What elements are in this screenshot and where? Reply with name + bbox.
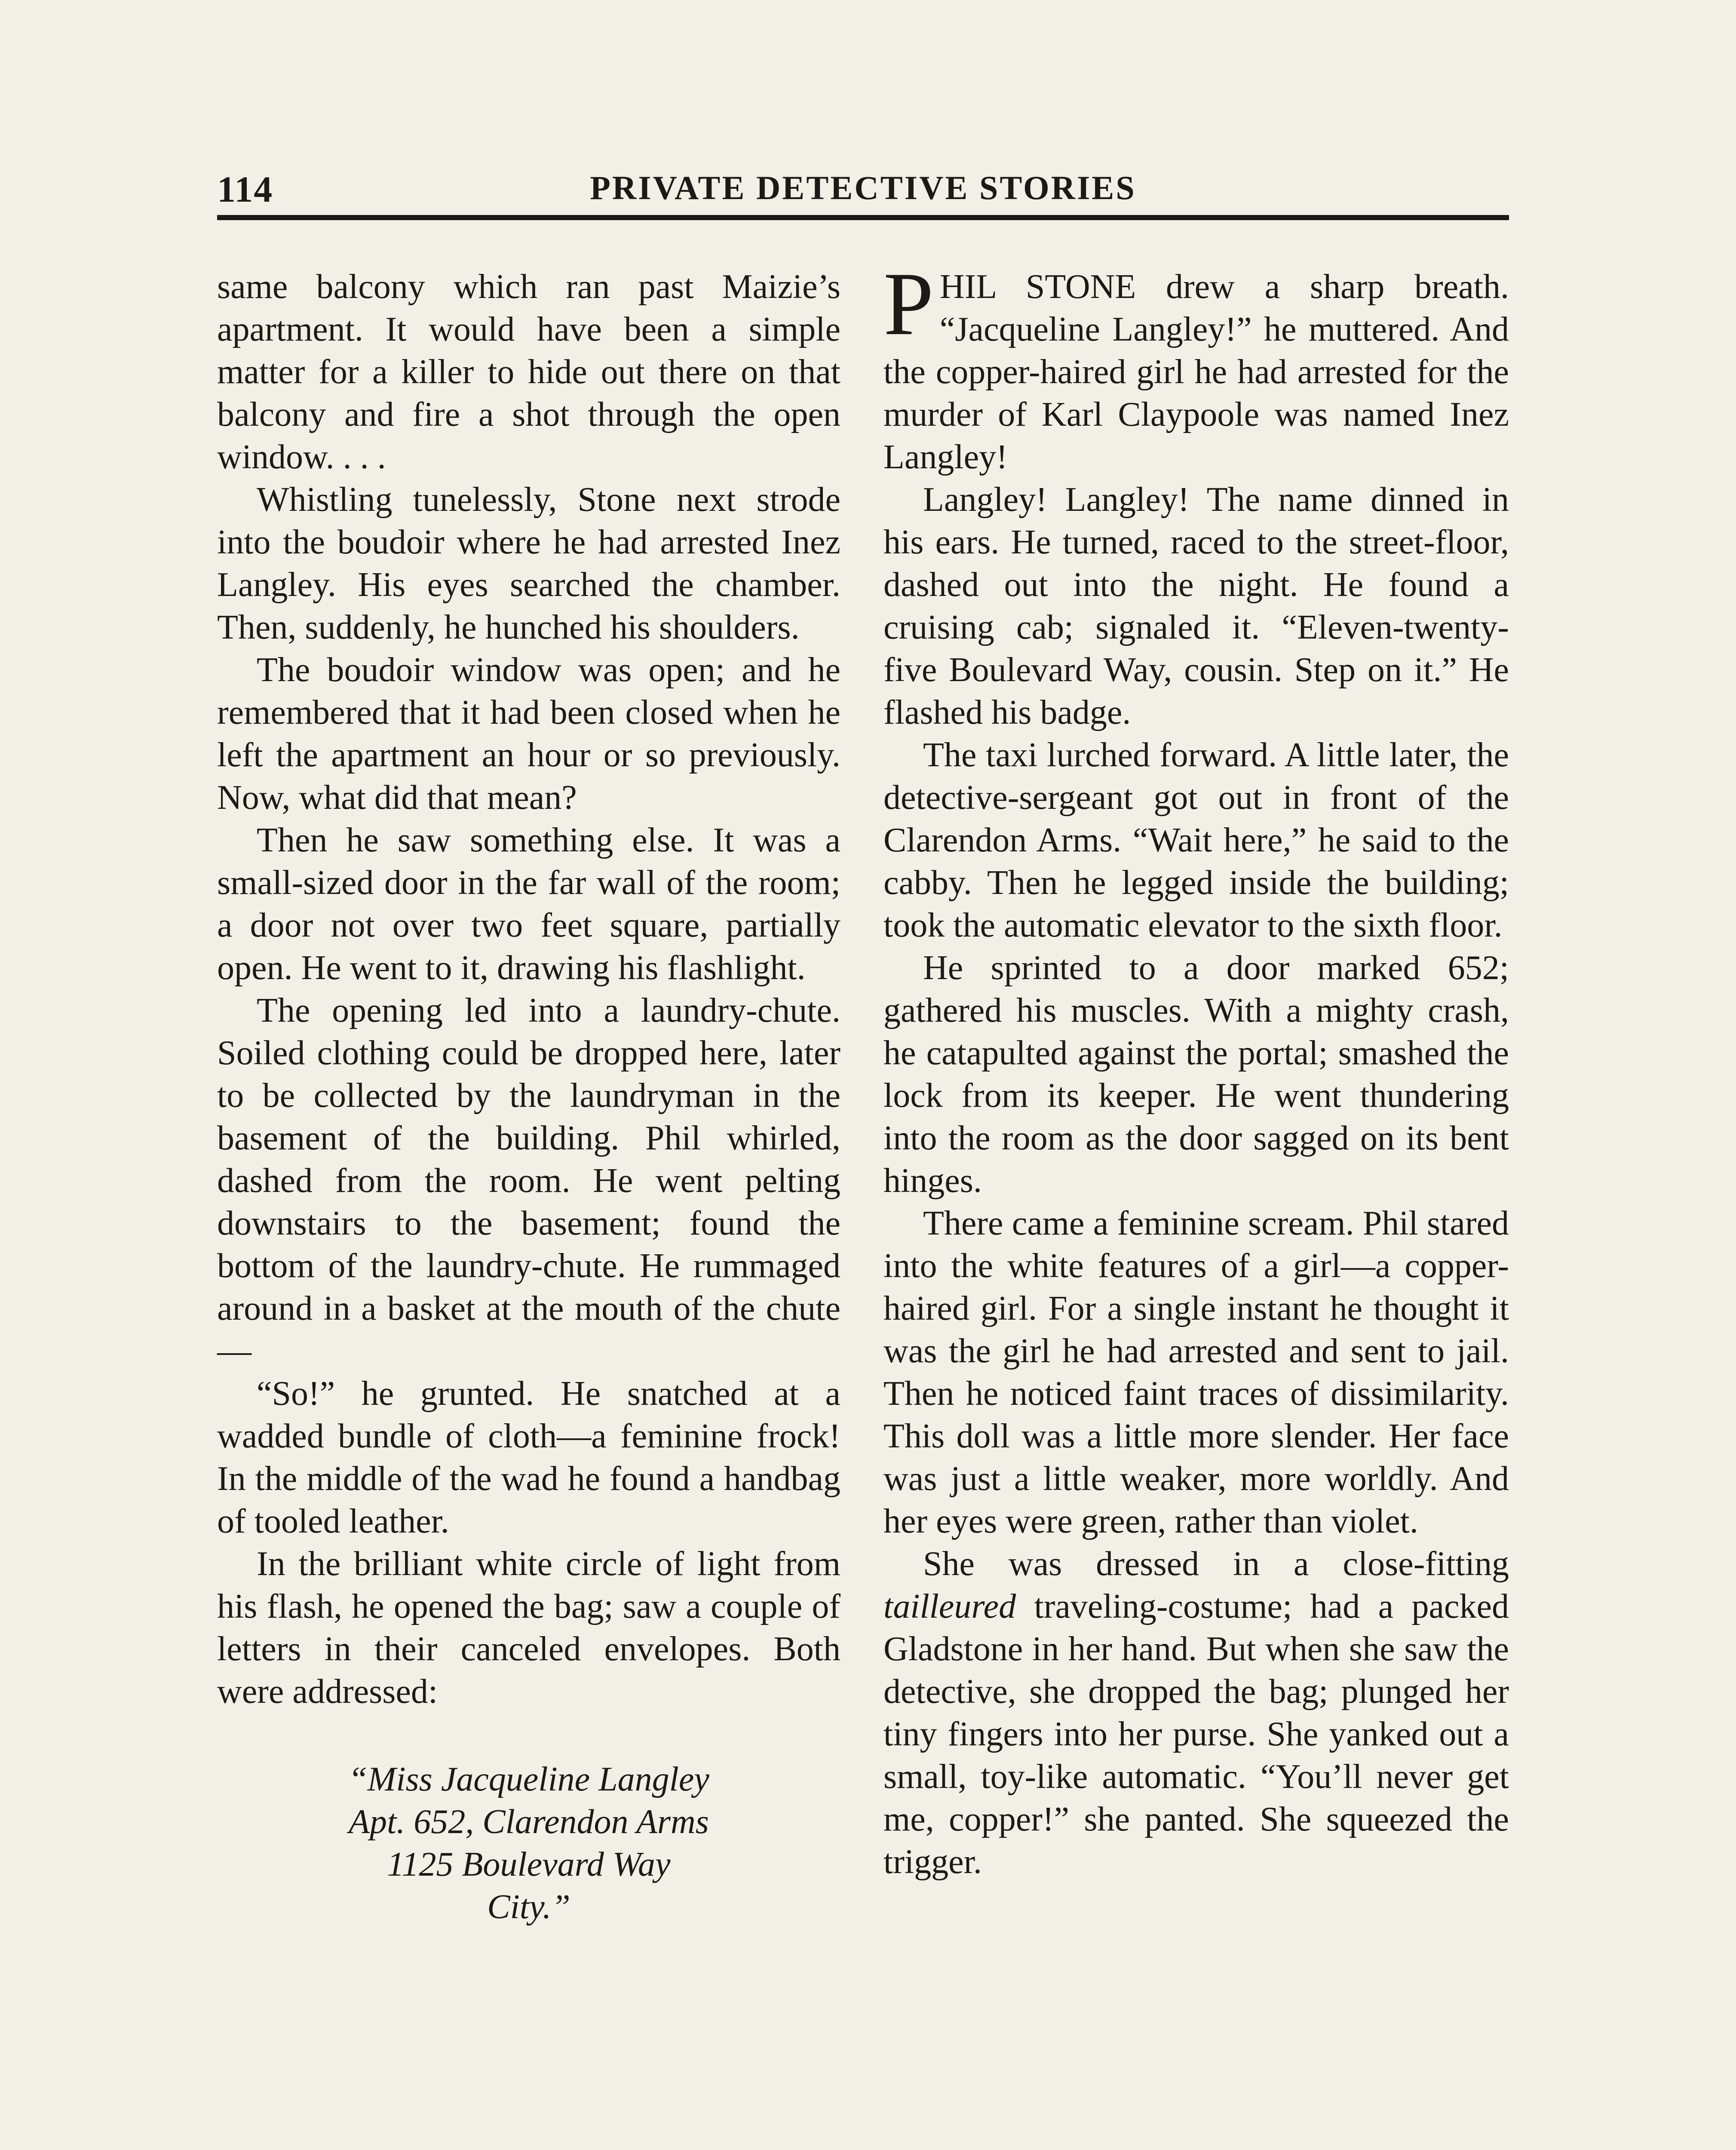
paragraph: Langley! Langley! The name dinned in his ears. He turned, raced to the street-floor, dashed out into the night. He found a cruising cab; signaled it. “Eleven-twenty-five Boulevard Way, cousin. Step on it.” He flashed his badge. [883,481,1509,731]
right-column [883,254,1509,1883]
page-header [217,163,1509,215]
text-run: traveling-costume; had a packed Gladstone in her hand. But when she saw the detective, she dropped the bag; plunged her tiny fingers into her purse. She yanked out a small, toy-like automatic. “You’ll never get me, copper!” she panted. She squeezed the trigger. [883,1588,1509,1881]
paragraph [883,1543,1509,1883]
paragraph: The opening led into a laundry-chute. Soiled clothing could be dropped here, later to be collected by the laundryman in the basement of the building. Phil whirled, dashed from the room. He went pelting downstairs to the basement; found the bottom of the laundry-chute. He rummaged around in a basket at the mouth of the chute— [217,992,840,1370]
drop-cap: P [883,254,934,354]
address-line: 1125 Boulevard Way [387,1846,671,1883]
left-column [217,266,840,1929]
address-line: City.” [487,1888,570,1926]
paragraph: Whistling tunelessly, Stone next strode into the boudoir where he had arrested Inez Langley. His eyes searched the chamber. Then, suddenly, he hunched his shoulders. [217,481,840,646]
paragraph: He sprinted to a door marked 652; gathered his muscles. With a mighty crash, he catapulted against the portal; smashed the lock from its keeper. He went thundering into the room as the door sagged on its bent hinges. [883,949,1509,1200]
header-rule [217,215,1509,220]
opening-paragraph [883,254,1509,479]
paragraph: The taxi lurched forward. A little later, the detective-sergeant got out in front of the Clarendon Arms. “Wait here,” he said to the cabby. Then he legged inside the building; took the automatic elevator to the sixth floor. [883,736,1509,944]
page-number: 114 [217,169,273,210]
opening-text: HIL STONE drew a sharp breath. “Jacqueline Langley!” he muttered. And the copper-haired girl he had arrested for the murder of Karl Claypoole was named Inez Langley! [883,268,1509,476]
address-line: Apt. 652, Clarendon Arms [349,1803,709,1841]
running-title: PRIVATE DETECTIVE STORIES [590,169,1136,206]
text-run: She was dressed in a close-fitting [923,1545,1509,1583]
paragraph: In the brilliant white circle of light from his flash, he opened the bag; saw a couple of letters in their canceled envelopes. Both were addressed: [217,1545,840,1711]
paragraph: The boudoir window was open; and he remembered that it had been closed when he left the apartment an hour or so previously. Now, what did that mean? [217,651,840,817]
letter-address [217,1758,840,1929]
address-line: “Miss Jacqueline Langley [348,1760,709,1798]
paragraph: “So!” he grunted. He snatched at a wadded bundle of cloth—a feminine frock! In the middle of the wad he found a handbag of tooled leather. [217,1375,840,1540]
paragraph: There came a feminine scream. Phil stared into the white features of a girl—a copper-haired girl. For a single instant he thought it was the girl he had arrested and sent to jail. Then he noticed faint traces of dissimilarity. This doll was a little more slender. Her face was just a little weaker, more worldly. And her eyes were green, rather than violet. [883,1204,1509,1540]
paragraph: same balcony which ran past Maizie’s apartment. It would have been a simple matter for a killer to hide out there on that balcony and fire a shot through the open window. . . . [217,268,840,476]
italic-word: tailleured [883,1588,1016,1625]
paragraph: Then he saw something else. It was a small-sized door in the far wall of the room; a door not over two feet square, partially open. He went to it, drawing his flashlight. [217,821,840,987]
